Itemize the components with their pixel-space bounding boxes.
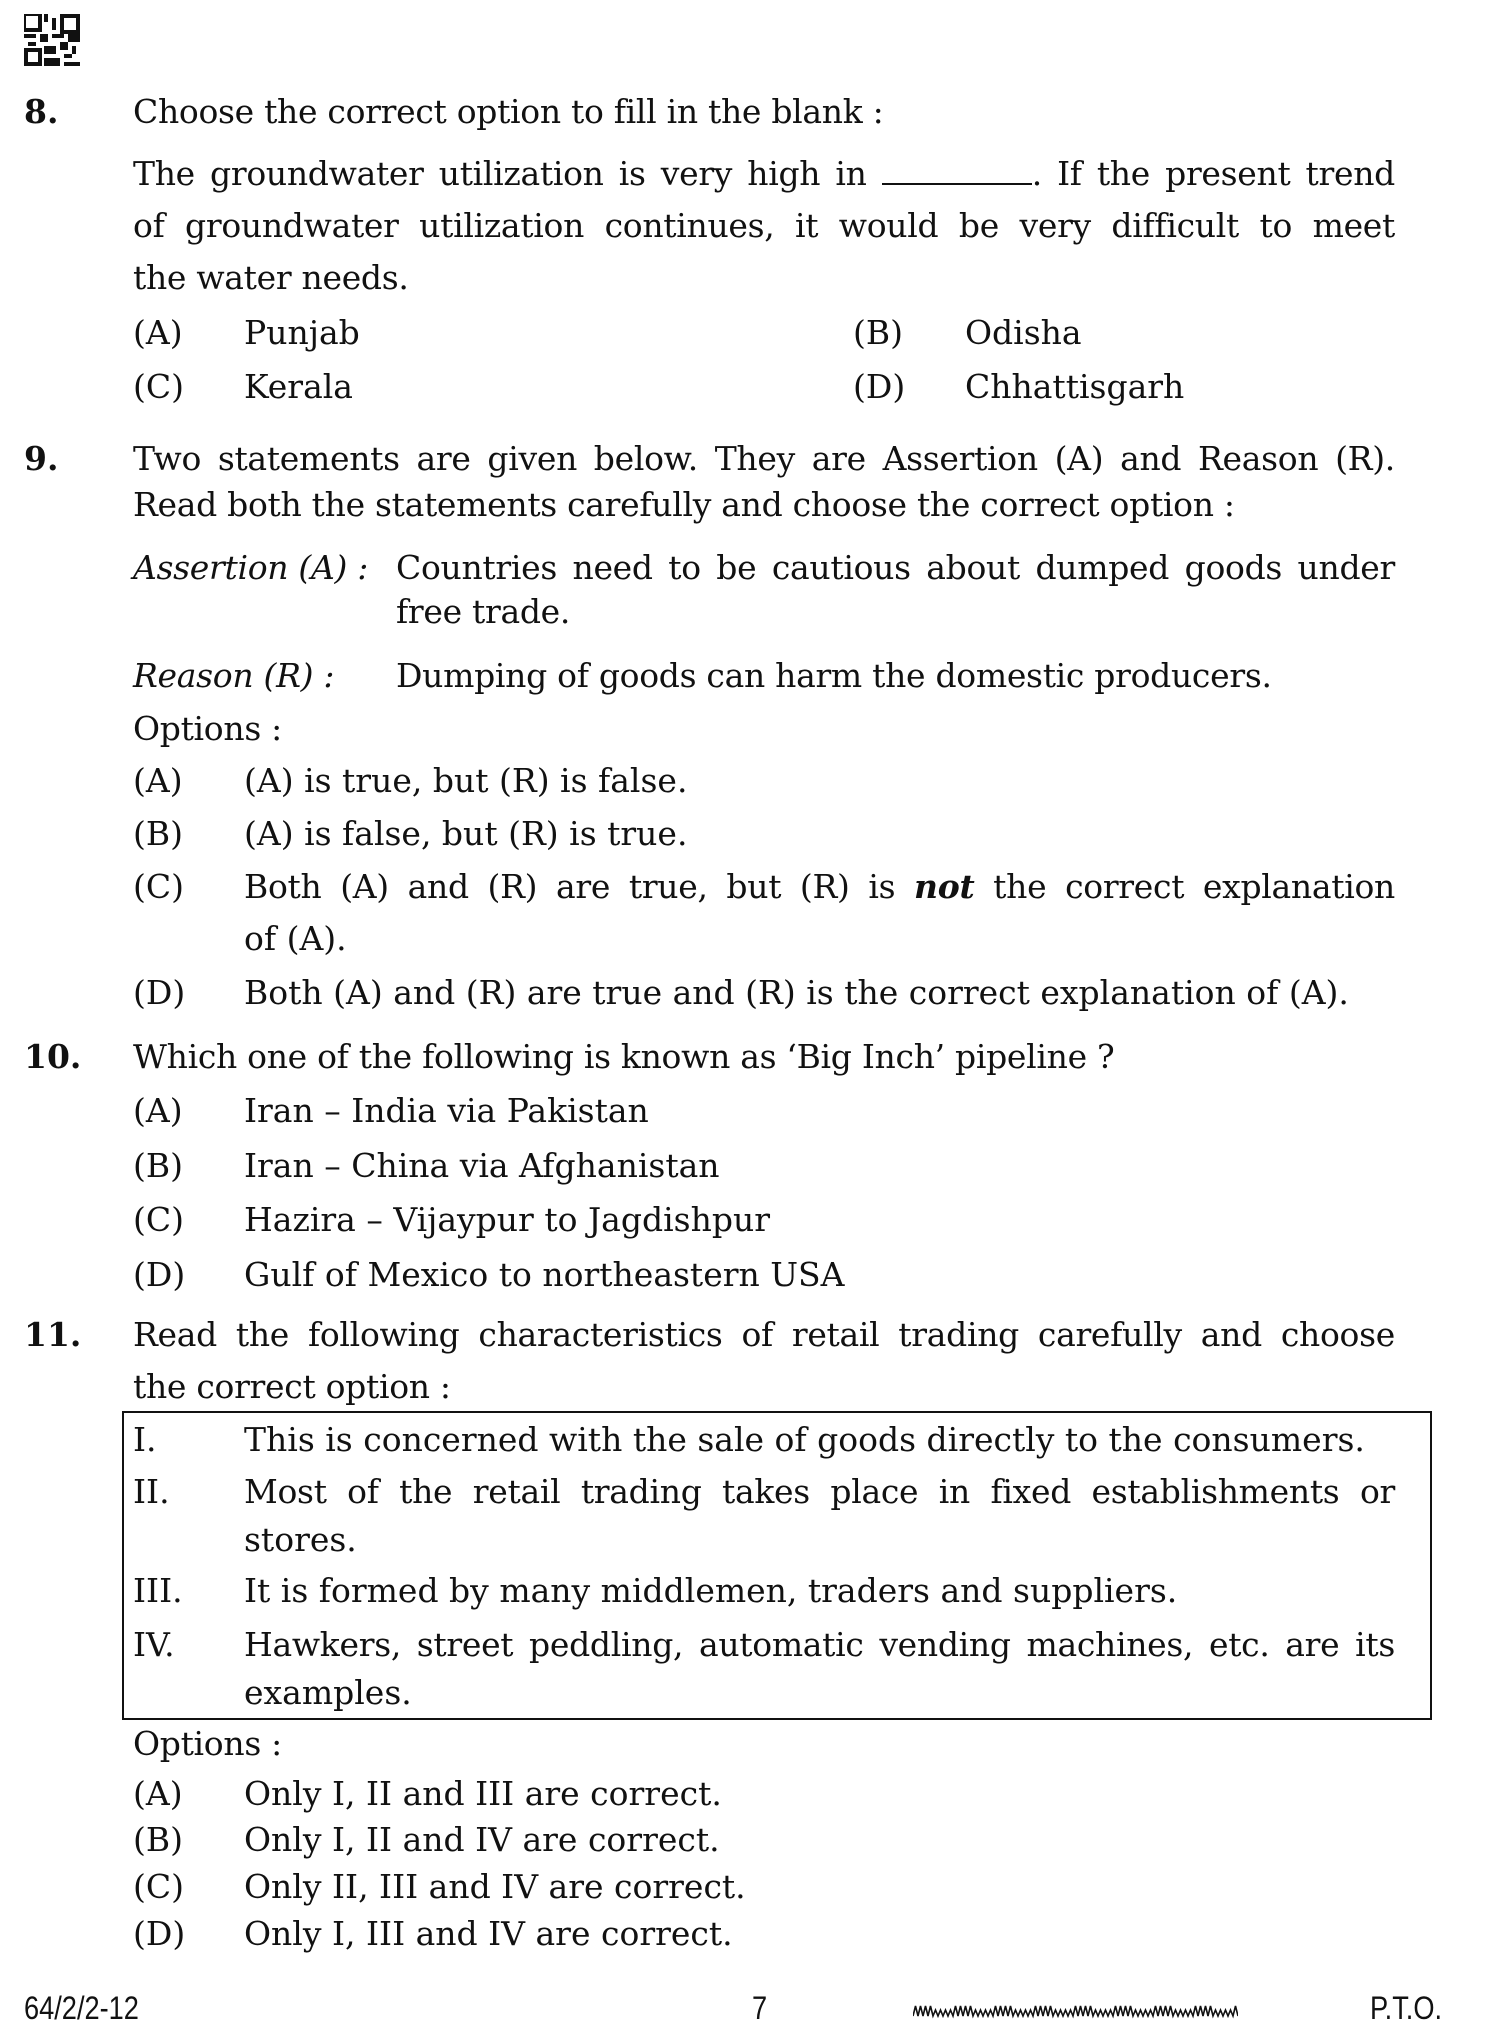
option-text: Chhattisgarh bbox=[965, 367, 1185, 406]
qr-code bbox=[24, 14, 80, 66]
option-text: Only I, II and IV are correct. bbox=[244, 1820, 720, 1859]
question-text-line: Two statements are given below. They are Assertion (A) and Reason (R). bbox=[133, 439, 1395, 478]
option-label: (D) bbox=[853, 367, 906, 406]
option-text: Odisha bbox=[965, 313, 1082, 352]
statement-label: I. bbox=[133, 1420, 157, 1459]
statement-text: Hawkers, street peddling, automatic vending machines, etc. are its bbox=[244, 1625, 1395, 1664]
option-text: Punjab bbox=[244, 313, 360, 352]
assertion-text: free trade. bbox=[396, 592, 571, 631]
text-part: Both (A) and (R) are true, but (R) is bbox=[244, 867, 896, 906]
option-label: (D) bbox=[133, 1255, 186, 1294]
statement-text: examples. bbox=[244, 1673, 412, 1712]
statement-label: IV. bbox=[133, 1625, 175, 1664]
option-text: Hazira – Vijaypur to Jagdishpur bbox=[244, 1200, 770, 1239]
statement-label: II. bbox=[133, 1472, 170, 1511]
question-number: 9. bbox=[24, 439, 59, 478]
question-number: 8. bbox=[24, 92, 59, 131]
assertion-label: Assertion (A) : bbox=[133, 548, 369, 587]
option-label: (A) bbox=[133, 313, 183, 352]
statement-text: It is formed by many middlemen, traders and suppliers. bbox=[244, 1571, 1178, 1610]
option-label: (A) bbox=[133, 1091, 183, 1130]
emphasis: not bbox=[914, 867, 975, 906]
question-text-line: Read both the statements carefully and choose the correct option : bbox=[133, 485, 1235, 524]
wavy-line-decoration bbox=[913, 2004, 1238, 2020]
statement-label: III. bbox=[133, 1571, 183, 1610]
question-text-line bbox=[133, 150, 1395, 198]
reason-text: Dumping of goods can harm the domestic producers. bbox=[396, 656, 1272, 695]
option-label: (C) bbox=[133, 367, 184, 406]
option-text: Both (A) and (R) are true and (R) is the correct explanation of (A). bbox=[244, 973, 1349, 1012]
question-prompt: Choose the correct option to fill in the blank : bbox=[133, 92, 884, 131]
option-text: Iran – China via Afghanistan bbox=[244, 1146, 720, 1185]
option-text: (A) is false, but (R) is true. bbox=[244, 814, 688, 853]
option-label: (C) bbox=[133, 1867, 184, 1906]
option-label: (B) bbox=[133, 814, 183, 853]
fill-blank bbox=[882, 155, 1032, 185]
option-label: (C) bbox=[133, 1200, 184, 1239]
assertion-text: Countries need to be cautious about dumped goods under bbox=[396, 548, 1395, 587]
reason-label: Reason (R) : bbox=[133, 656, 335, 695]
options-label: Options : bbox=[133, 709, 282, 748]
question-text-line: the correct option : bbox=[133, 1367, 451, 1406]
option-text: of (A). bbox=[244, 919, 347, 958]
statement-text: Most of the retail trading takes place in fixed establishments or bbox=[244, 1472, 1395, 1511]
option-label: (B) bbox=[133, 1146, 183, 1185]
option-text bbox=[244, 863, 1395, 911]
question-text-line: Read the following characteristics of retail trading carefully and choose bbox=[133, 1315, 1395, 1354]
option-label: (B) bbox=[133, 1820, 183, 1859]
option-text: Only I, II and III are correct. bbox=[244, 1774, 722, 1813]
page-number: 7 bbox=[752, 1990, 768, 2026]
options-label: Options : bbox=[133, 1724, 282, 1763]
text-part: . If the present trend bbox=[1031, 154, 1395, 193]
question-number: 11. bbox=[24, 1315, 82, 1354]
option-label: (A) bbox=[133, 761, 183, 800]
option-label: (B) bbox=[853, 313, 903, 352]
statement-text: This is concerned with the sale of goods directly to the consumers. bbox=[244, 1420, 1365, 1459]
option-label: (C) bbox=[133, 867, 184, 906]
please-turn-over: P.T.O. bbox=[1370, 1990, 1443, 2026]
option-label: (D) bbox=[133, 973, 186, 1012]
option-text: Iran – India via Pakistan bbox=[244, 1091, 649, 1130]
question-text-line: the water needs. bbox=[133, 258, 409, 297]
option-label: (A) bbox=[133, 1774, 183, 1813]
text-part: the correct explanation bbox=[993, 867, 1395, 906]
statement-text: stores. bbox=[244, 1520, 357, 1559]
option-text: Gulf of Mexico to northeastern USA bbox=[244, 1255, 845, 1294]
option-label: (D) bbox=[133, 1914, 186, 1953]
question-prompt: Which one of the following is known as ‘Big Inch’ pipeline ? bbox=[133, 1037, 1115, 1076]
option-text: Only II, III and IV are correct. bbox=[244, 1867, 746, 1906]
option-text: Kerala bbox=[244, 367, 353, 406]
paper-code: 64/2/2-12 bbox=[24, 1990, 139, 2026]
question-text-line: of groundwater utilization continues, it would be very difficult to meet bbox=[133, 206, 1395, 245]
question-number: 10. bbox=[24, 1037, 82, 1076]
option-text: Only I, III and IV are correct. bbox=[244, 1914, 733, 1953]
text-part: The groundwater utilization is very high in bbox=[133, 154, 867, 193]
option-text: (A) is true, but (R) is false. bbox=[244, 761, 688, 800]
